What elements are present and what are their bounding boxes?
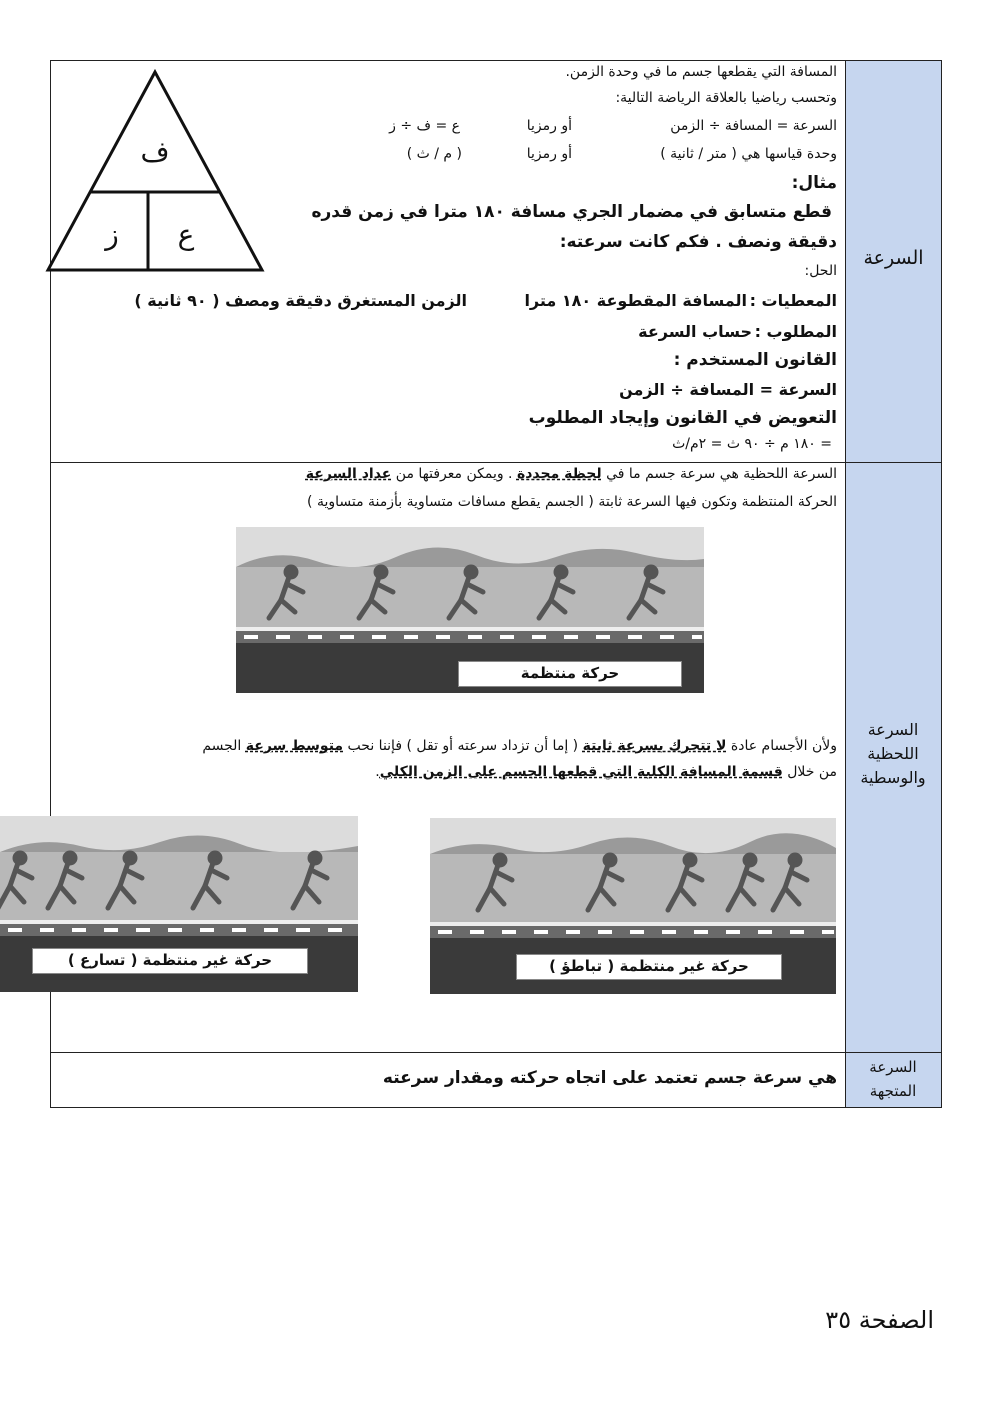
givens-distance: المسافة المقطوعة ١٨٠ مترا: [524, 291, 747, 310]
instant-text-b: . ويمكن معرفتها من: [391, 466, 517, 482]
required-label: المطلوب :: [754, 322, 837, 341]
uniform-motion-image: [236, 527, 704, 693]
substitution-result: = ١٨٠ م ÷ ٩٠ ث = ٢م/ث: [672, 436, 832, 452]
row-header-speed: السرعة: [863, 247, 924, 269]
example-question-line2: دقيقة ونصف . فكم كانت سرعته:: [559, 232, 837, 252]
substitution-label: التعويض في القانون وإيجاد المطلوب: [528, 408, 837, 428]
speed-unit-symbols: ( م / ث ): [406, 146, 462, 162]
speed-formula-or: أو رمزيا: [526, 118, 572, 134]
triangle-time-symbol: ز: [105, 218, 119, 251]
instant-speed-paragraph: [306, 466, 837, 482]
solution-label: الحل:: [804, 263, 837, 279]
speed-triangle-diagram: [44, 68, 266, 274]
speed-formula-symbols: ع = ف ÷ ز: [389, 118, 460, 134]
example-question-line1: قطع متسابق في مضمار الجري مسافة ١٨٠ مترا في زمن قدره: [311, 202, 832, 222]
decelerating-motion-image: [430, 818, 836, 994]
instant-key-moment: لحظة محددة: [516, 466, 602, 482]
average-key-not-constant: لا تتحرك بسرعة ثابتة: [582, 738, 727, 754]
page-number: الصفحة ٣٥: [825, 1306, 934, 1334]
instant-key-speedometer: عداد السرعة: [305, 466, 392, 482]
example-label: مثال:: [791, 173, 837, 193]
speed-definition: المسافة التي يقطعها جسم ما في وحدة الزمن.: [565, 64, 837, 80]
speed-unit-words: وحدة قياسها هي ( متر / ثانية ): [660, 146, 837, 162]
givens-time: الزمن المستغرق دقيقة ومصف ( ٩٠ ثانية ): [134, 291, 467, 310]
row-header-velocity: السرعة المتجهة: [869, 1058, 917, 1100]
average-text-a: ولأن الأجسام عادة: [726, 738, 837, 754]
average-key-total-distance-over-time: قسمة المسافة الكلية التي قطعها الجسم على الزمن الكلي: [379, 764, 783, 780]
average-text-d: من خلال: [782, 764, 837, 780]
required-value: حساب السرعة: [638, 322, 752, 341]
speed-formula-words: السرعة = المسافة ÷ الزمن: [670, 118, 837, 134]
law-label: القانون المستخدم :: [673, 350, 837, 370]
triangle-speed-symbol: ع: [177, 218, 195, 251]
law-value: السرعة = المسافة ÷ الزمن: [619, 380, 837, 399]
caption-decelerating-motion: حركة غير منتظمة ( تباطؤ ): [516, 954, 782, 980]
caption-uniform-motion: حركة منتظمة: [458, 661, 682, 687]
average-speed-paragraph-line1: [202, 738, 837, 754]
average-text-b: ( إما أن تزداد سرعته أو تقل ) فإننا نحب: [343, 738, 583, 754]
caption-accelerating-motion: حركة غير منتظمة ( تسارع ): [32, 948, 308, 974]
velocity-definition: هي سرعة جسم تعتمد على اتجاه حركته ومقدار سرعته: [382, 1068, 837, 1088]
uniform-motion-paragraph: الحركة المنتظمة وتكون فيها السرعة ثابتة ( الجسم يقطع مسافات متساوية بأزمنة متساوية ): [307, 494, 837, 510]
givens-label: المعطيات :: [749, 291, 837, 310]
average-key-average-speed: متوسط سرعة: [245, 738, 344, 754]
row-header-instant-average: السرعة اللحظية والوسطية: [860, 720, 926, 787]
instant-text-a: السرعة اللحظية هي سرعة جسم ما في: [601, 466, 837, 482]
triangle-distance-symbol: ف: [140, 135, 170, 168]
average-speed-paragraph-line2: [375, 764, 837, 780]
average-text-c: الجسم: [202, 738, 246, 754]
speed-unit-or: أو رمزيا: [526, 146, 572, 162]
accelerating-motion-image: [0, 816, 358, 992]
speed-calc-intro: وتحسب رياضيا بالعلاقة الرياضة التالية:: [615, 90, 837, 106]
average-text-e: .: [375, 764, 380, 780]
